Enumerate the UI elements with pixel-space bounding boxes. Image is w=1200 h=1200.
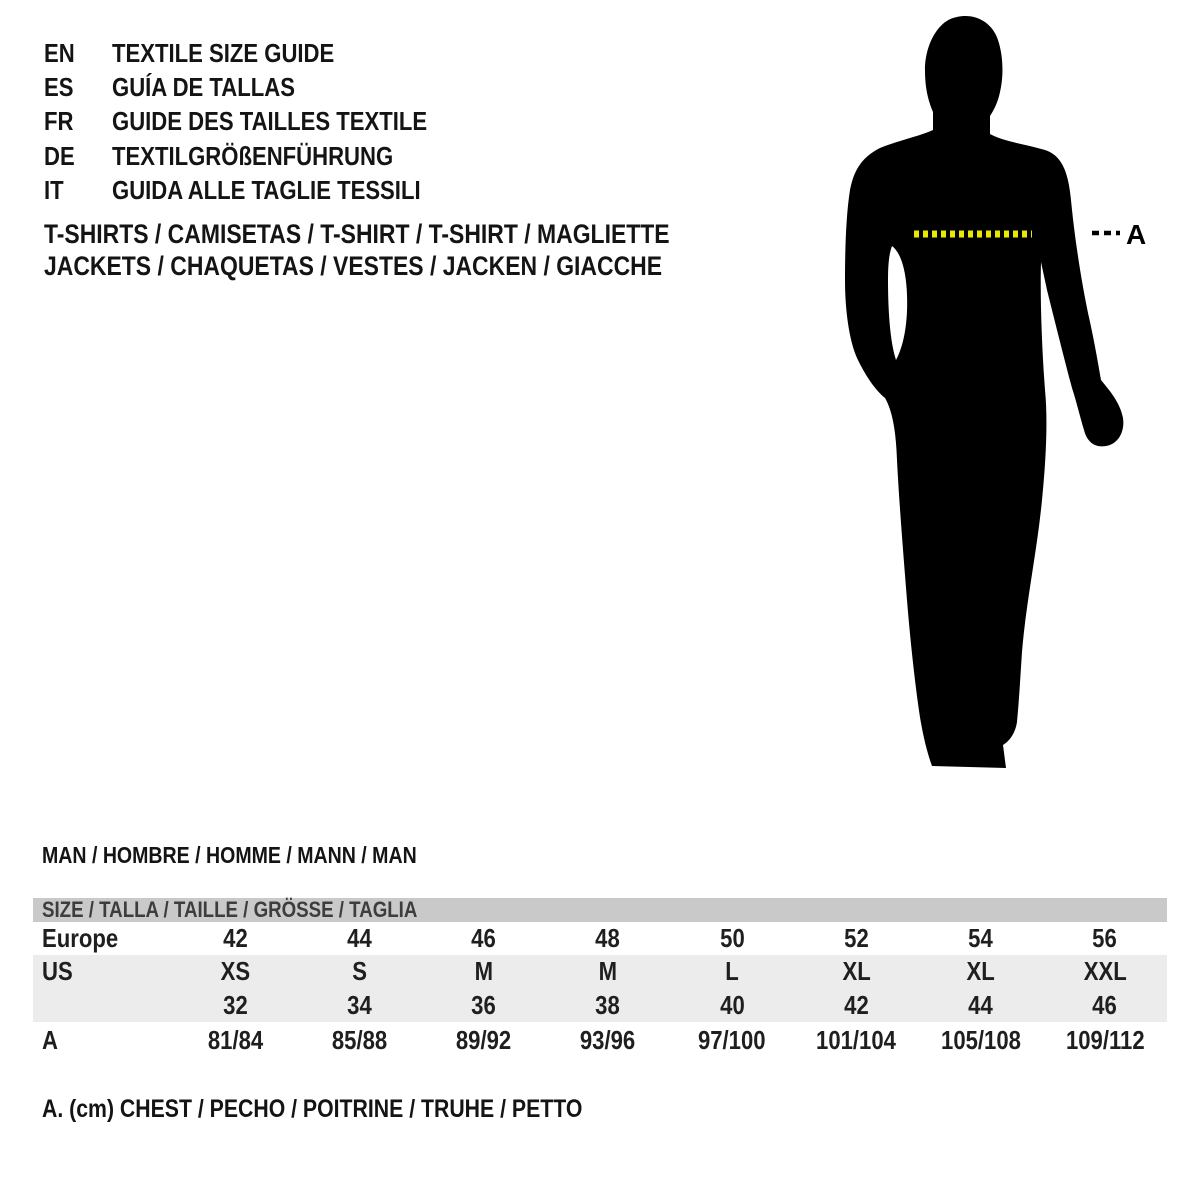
table-cell: 89/92 — [455, 1024, 512, 1055]
table-cell: 52 — [844, 923, 869, 953]
table-cell: 85/88 — [331, 1024, 388, 1055]
garment-types-jackets: JACKETS / CHAQUETAS / VESTES / JACKEN / GIACCHE — [44, 250, 663, 281]
table-cell: 109/112 — [1065, 1024, 1145, 1055]
table-cell: L — [725, 956, 739, 986]
guide-title-es: GUÍA DE TALLAS — [112, 71, 295, 102]
guide-title-it: GUIDA ALLE TAGLIE TESSILI — [112, 174, 421, 205]
size-table-header-label: SIZE / TALLA / TAILLE / GRÖSSE / TAGLIA — [42, 897, 418, 922]
table-cell: 81/84 — [207, 1024, 263, 1055]
language-code: ES — [44, 71, 74, 102]
table-row-us-numeric — [33, 988, 1167, 1022]
table-cell: 42 — [222, 923, 248, 953]
table-cell: 38 — [595, 989, 621, 1020]
guide-title-en: TEXTILE SIZE GUIDE — [112, 37, 335, 68]
table-cell: XL — [842, 956, 871, 986]
row-label: A — [42, 1024, 58, 1055]
table-cell: XXL — [1083, 956, 1127, 986]
table-row-us — [33, 955, 1167, 988]
language-row-en — [44, 36, 483, 70]
language-code: EN — [44, 37, 75, 68]
language-row-es — [44, 70, 483, 104]
language-row-de — [44, 139, 483, 173]
measurement-label-a: A — [1126, 219, 1147, 250]
language-code: FR — [44, 106, 74, 137]
language-row-it — [44, 173, 483, 207]
table-cell: 48 — [595, 923, 621, 953]
table-cell: 101/104 — [816, 1024, 897, 1055]
guide-title-de: TEXTILGRÖßENFÜHRUNG — [112, 140, 394, 171]
table-cell: 56 — [1092, 923, 1118, 953]
table-cell: 93/96 — [580, 1024, 636, 1055]
language-row-fr — [44, 105, 483, 139]
table-cell: 40 — [719, 989, 745, 1020]
table-cell: 34 — [347, 989, 372, 1020]
garment-types — [44, 219, 780, 282]
table-cell: XS — [220, 956, 250, 986]
man-silhouette — [845, 16, 1123, 768]
language-legend — [44, 36, 483, 207]
table-cell: 32 — [222, 989, 248, 1020]
guide-title-fr: GUIDE DES TAILLES TEXTILE — [112, 106, 428, 137]
table-cell: M — [598, 956, 618, 986]
table-row-europe — [33, 922, 1167, 955]
table-cell: 36 — [471, 989, 496, 1020]
table-cell: 46 — [1092, 989, 1118, 1020]
table-cell: 42 — [844, 989, 869, 1020]
measurement-footnote: A. (cm) CHEST / PECHO / POITRINE / TRUHE / PETTO — [42, 1094, 583, 1123]
language-code: DE — [44, 140, 75, 171]
table-cell: 50 — [719, 923, 745, 953]
row-label: Europe — [42, 923, 119, 953]
table-cell: 46 — [471, 923, 496, 953]
garment-types-tshirts: T-SHIRTS / CAMISETAS / T-SHIRT / T-SHIRT / MAGLIETTE — [44, 219, 670, 250]
table-cell: 97/100 — [698, 1024, 766, 1055]
table-cell: 44 — [968, 989, 993, 1020]
table-row-chest — [33, 1022, 1167, 1058]
table-cell: 44 — [347, 923, 372, 953]
size-table-header — [33, 898, 1167, 922]
man-silhouette-figure — [840, 0, 1160, 790]
size-table — [33, 898, 1167, 1058]
section-title-man: MAN / HOMBRE / HOMME / MANN / MAN — [42, 841, 417, 868]
language-code: IT — [44, 174, 64, 205]
table-cell: S — [352, 956, 367, 986]
table-cell: XL — [966, 956, 995, 986]
table-cell: 54 — [968, 923, 993, 953]
table-cell: M — [474, 956, 493, 986]
table-cell: 105/108 — [940, 1024, 1021, 1055]
row-label: US — [42, 956, 73, 986]
